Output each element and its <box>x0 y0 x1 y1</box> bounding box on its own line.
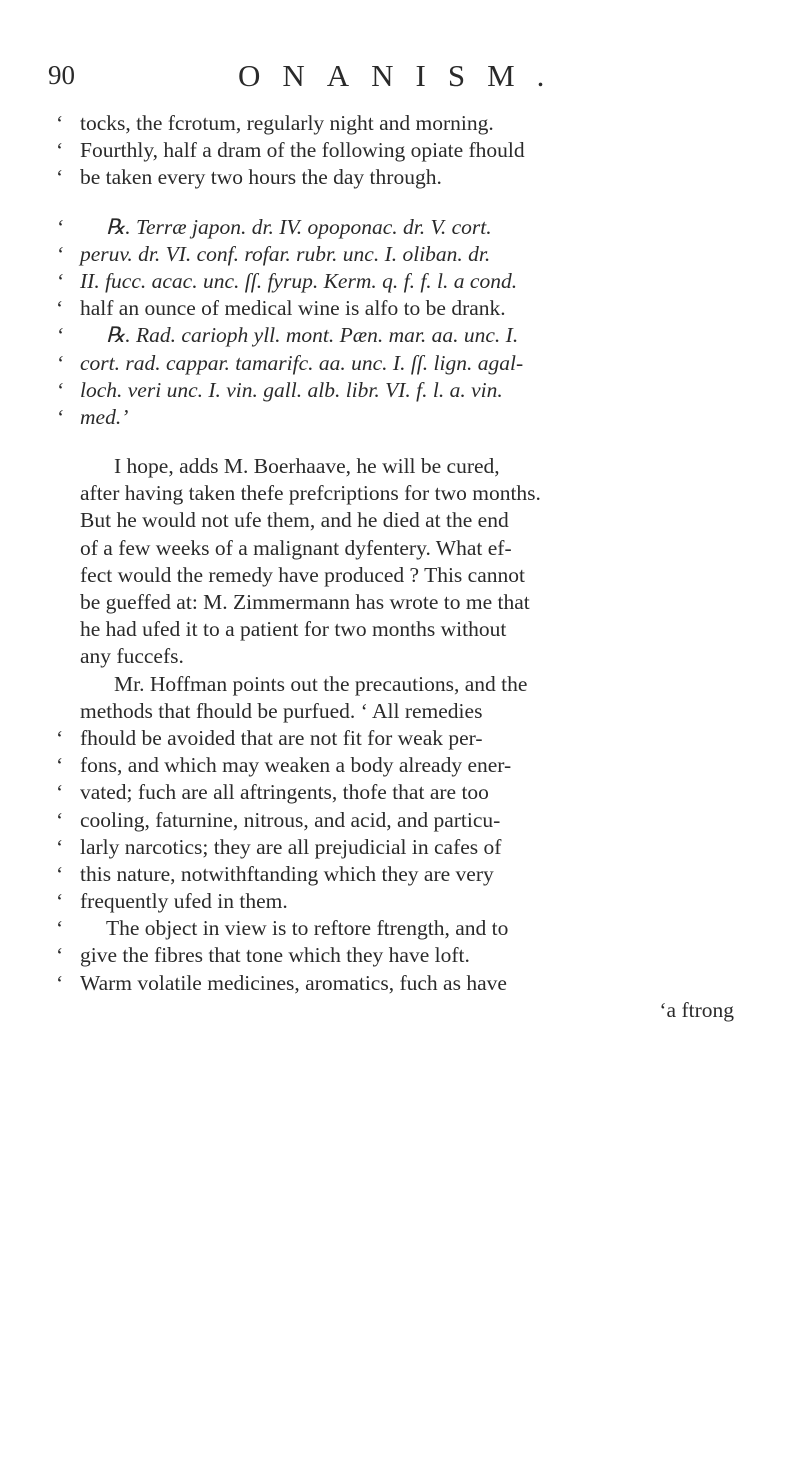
line-text: any fuccefs. <box>80 644 184 669</box>
quote-mark: ‘ <box>56 916 64 941</box>
line-text: Mr. Hoffman points out the precautions, and the <box>114 671 528 696</box>
line-text: of a few weeks of a malignant dyfentery. What ef- <box>80 535 512 560</box>
quote-mark: ‘ <box>659 997 667 1022</box>
text-line <box>56 295 764 322</box>
text-line <box>56 350 764 377</box>
text-line <box>56 137 764 164</box>
quote-mark: ‘ <box>56 861 64 886</box>
quote-mark: ‘ <box>56 970 64 995</box>
line-text: be gueffed at: M. Zimmermann has wrote to me that <box>80 590 530 614</box>
text-line <box>56 480 764 507</box>
text-line <box>56 322 764 349</box>
quote-mark: ‘ <box>56 889 64 914</box>
text-line <box>56 241 764 268</box>
line-text: ℞. Terræ japon. dr. IV. opoponac. dr. V. cort. <box>106 214 492 239</box>
line-text: tocks, the fcrotum, regularly night and morning. <box>80 111 494 135</box>
line-text: I hope, adds M. Boerhaave, he will be cured, <box>114 454 500 479</box>
text-line <box>56 377 764 404</box>
text-line <box>56 698 764 725</box>
text-line <box>56 752 764 779</box>
line-text: this nature, notwithftanding which they are very <box>80 861 494 886</box>
text-line <box>56 453 764 480</box>
quote-mark: ‘ <box>56 377 64 402</box>
quote-mark: ‘ <box>56 296 64 321</box>
line-text: cooling, faturnine, nitrous, and acid, and particu- <box>80 807 501 832</box>
quote-mark: ‘ <box>56 241 64 266</box>
line-text: give the fibres that tone which they have loft. <box>80 943 470 968</box>
text-line <box>56 110 764 137</box>
line-text: med.’ <box>80 404 129 429</box>
text-line <box>56 404 764 431</box>
line-text: vated; fuch are all aftringents, thofe that are too <box>80 780 489 805</box>
text-line <box>56 268 764 295</box>
line-text: fons, and which may weaken a body already ener- <box>80 753 512 778</box>
line-text: fect would the remedy have produced ? This cannot <box>80 562 525 587</box>
text-line <box>56 671 764 698</box>
line-text: be taken every two hours the day through. <box>80 165 442 190</box>
quote-mark: ‘ <box>56 165 64 190</box>
text-line <box>56 507 764 534</box>
line-text: The object in view is to reftore ftrength, and to <box>106 916 509 941</box>
quote-mark: ‘ <box>56 753 64 778</box>
quote-mark: ‘ <box>56 111 64 135</box>
text-line <box>56 616 764 643</box>
text-line <box>56 888 764 915</box>
text-line <box>56 562 764 589</box>
line-text: cort. rad. cappar. tamarifc. aa. unc. I. ſſ. lign. agal- <box>80 350 524 375</box>
line-text: a ftrong <box>666 997 734 1022</box>
quote-mark: ‘ <box>56 807 64 832</box>
line-text: ℞. Rad. carioph yll. mont. Pæn. mar. aa. unc. I. <box>106 323 519 348</box>
text-line <box>56 535 764 562</box>
line-text: larly narcotics; they are all prejudicial in cafes of <box>80 834 502 859</box>
text-line <box>56 643 764 670</box>
text-line <box>56 779 764 806</box>
page-header <box>48 58 748 98</box>
text-line <box>56 970 764 997</box>
line-text: II. fucc. acac. unc. ſſ. fyrup. Kerm. q. f. f. l. a cond. <box>80 268 518 293</box>
quote-mark: ‘ <box>56 214 64 239</box>
paragraph-gap <box>56 431 764 453</box>
quote-mark: ‘ <box>56 943 64 968</box>
text-line <box>56 214 764 241</box>
line-text: half an ounce of medical wine is alfo to be drank. <box>80 296 506 321</box>
line-text: he had ufed it to a patient for two months without <box>80 617 507 642</box>
text-line <box>56 834 764 861</box>
text-line <box>56 915 764 942</box>
paragraph-gap <box>56 192 764 214</box>
quote-mark: ‘ <box>56 138 64 163</box>
text-line <box>56 807 764 834</box>
line-text: peruv. dr. VI. conf. rofar. rubr. unc. I. oliban. dr. <box>80 241 491 266</box>
text-line <box>56 997 764 1024</box>
text-line <box>56 861 764 888</box>
line-text: methods that fhould be purfued. ‘ All remedies <box>80 698 483 723</box>
quote-mark: ‘ <box>56 268 64 293</box>
body-text <box>56 110 764 1024</box>
text-line <box>56 589 764 616</box>
quote-mark: ‘ <box>56 323 64 348</box>
line-text: Warm volatile medicines, aromatics, fuch as have <box>80 970 507 995</box>
quote-mark: ‘ <box>56 350 64 375</box>
quote-mark: ‘ <box>56 834 64 859</box>
running-head: ONANISM. <box>238 58 567 93</box>
line-text: loch. veri unc. I. vin. gall. alb. libr. VI. f. l. a. vin. <box>80 377 503 402</box>
page-number: 90 <box>48 60 75 90</box>
text-line <box>56 725 764 752</box>
line-text: Fourthly, half a dram of the following opiate fhould <box>80 138 525 163</box>
line-text: But he would not ufe them, and he died at the end <box>80 508 509 533</box>
line-text: fhould be avoided that are not fit for weak per- <box>80 725 483 750</box>
text-line <box>56 164 764 191</box>
text-line <box>56 942 764 969</box>
quote-mark: ‘ <box>56 404 64 429</box>
quote-mark: ‘ <box>56 725 64 750</box>
line-text: frequently ufed in them. <box>80 889 288 914</box>
line-text: after having taken thefe prefcriptions for two months. <box>80 481 541 506</box>
quote-mark: ‘ <box>56 780 64 805</box>
